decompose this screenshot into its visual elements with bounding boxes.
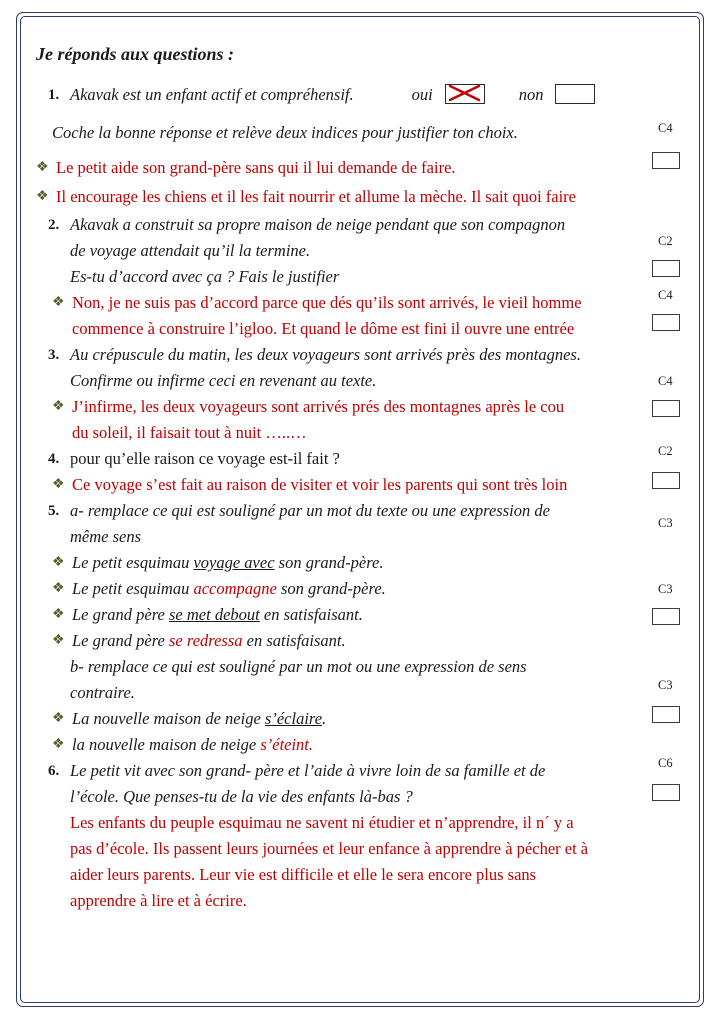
answer-line-q4-1 bbox=[36, 472, 680, 498]
oui-label: oui bbox=[411, 85, 433, 104]
answer-text: Il encourage les chiens et il les fait nourrir et allume la mèche. Il sait quoi faire bbox=[56, 187, 576, 206]
item-text: Le petit esquimau bbox=[72, 553, 194, 572]
answer-line-q2-2: commence à construire l’igloo. Et quand le dôme est fini il ouvre une entrée bbox=[72, 319, 575, 338]
question-5-line-b1: b- remplace ce qui est souligné par un mot ou une expression de sens bbox=[70, 657, 527, 676]
competency-label-c4-2: C4 bbox=[658, 288, 673, 302]
answer-text: Non, je ne suis pas d’accord parce que dés qu’ils sont arrivés, le vieil homme bbox=[72, 293, 582, 312]
question-1-number: 1. bbox=[48, 87, 60, 103]
question-text: a- remplace ce qui est souligné par un mot du texte ou une expression de bbox=[70, 501, 550, 520]
diamond-bullet-icon: ❖ bbox=[52, 607, 65, 622]
question-3-number: 3. bbox=[48, 347, 60, 363]
diamond-bullet-icon: ❖ bbox=[36, 189, 49, 204]
question-1-text: Akavak est un enfant actif et compréhensif. bbox=[70, 85, 354, 104]
item-text: son grand-père. bbox=[274, 553, 384, 572]
competency-label-c4-1: C4 bbox=[658, 121, 673, 135]
answer-line-q2-1 bbox=[36, 290, 680, 316]
competency-label-c3-1: C3 bbox=[658, 516, 673, 530]
answer-line-q1-1 bbox=[36, 155, 680, 181]
page-title: Je réponds aux questions : bbox=[36, 44, 235, 64]
exercise-item-3 bbox=[36, 602, 680, 628]
diamond-bullet-icon: ❖ bbox=[52, 711, 65, 726]
exercise-item-4 bbox=[36, 628, 680, 654]
answer-line-q6-1: Les enfants du peuple esquimau ne savent ni étudier et n’apprendre, il n´ y a bbox=[70, 813, 574, 832]
exercise-item-1 bbox=[36, 550, 680, 576]
answer-checkbox-2[interactable] bbox=[652, 260, 680, 277]
question-4-line bbox=[36, 446, 680, 472]
answer-text: Ce voyage s’est fait au raison de visiter et voir les parents qui sont très loin bbox=[72, 475, 568, 494]
answer-checkbox-5[interactable] bbox=[652, 472, 680, 489]
answer-text: J’infirme, les deux voyageurs sont arrivés prés des montagnes après le cou bbox=[72, 397, 565, 416]
oui-checkbox[interactable] bbox=[445, 84, 485, 104]
answer-line-q6-3: aider leurs parents. Leur vie est difficile et elle le sera encore plus sans bbox=[70, 865, 537, 884]
question-5-line-a1 bbox=[36, 498, 680, 524]
question-text: Akavak a construit sa propre maison de neige pendant que son compagnon bbox=[70, 215, 566, 234]
underlined-phrase: se met debout bbox=[169, 605, 260, 624]
item-text: en satisfaisant. bbox=[242, 631, 346, 650]
diamond-bullet-icon: ❖ bbox=[52, 581, 65, 596]
answer-line-q6-4: apprendre à lire et à écrire. bbox=[70, 891, 247, 910]
question-5-number: 5. bbox=[48, 503, 60, 519]
question-4-number: 4. bbox=[48, 451, 60, 467]
non-label: non bbox=[518, 85, 544, 104]
replacement-word: se redressa bbox=[169, 631, 243, 650]
answer-checkbox-3[interactable] bbox=[652, 314, 680, 331]
competency-label-c6-1: C6 bbox=[658, 756, 673, 770]
question-2-line-3: Es-tu d’accord avec ça ? Fais le justifier bbox=[70, 267, 340, 286]
exercise-item-2 bbox=[36, 576, 680, 602]
underlined-phrase: s’éclaire bbox=[264, 709, 323, 728]
answer-text: Le petit aide son grand-père sans qui il lui demande de faire. bbox=[56, 158, 456, 177]
diamond-bullet-icon: ❖ bbox=[52, 555, 65, 570]
competency-label-c2-2: C2 bbox=[658, 444, 673, 458]
exercise-item-5 bbox=[36, 706, 680, 732]
item-text: en satisfaisant. bbox=[259, 605, 363, 624]
item-text: Le grand père bbox=[72, 605, 170, 624]
question-1-line bbox=[36, 82, 680, 108]
question-2-line-2: de voyage attendait qu’il la termine. bbox=[70, 241, 311, 260]
question-5-line-b2: contraire. bbox=[70, 683, 135, 702]
competency-label-c3-2: C3 bbox=[658, 582, 673, 596]
answer-line-q3-1 bbox=[36, 394, 680, 420]
non-checkbox[interactable] bbox=[555, 84, 595, 104]
item-text: la nouvelle maison de neige bbox=[72, 735, 261, 754]
answer-checkbox-1[interactable] bbox=[652, 152, 680, 169]
competency-label-c2-1: C2 bbox=[658, 234, 673, 248]
question-2-number: 2. bbox=[48, 217, 60, 233]
item-text: La nouvelle maison de neige bbox=[72, 709, 265, 728]
question-5-line-a2: même sens bbox=[70, 527, 142, 546]
diamond-bullet-icon: ❖ bbox=[52, 737, 65, 752]
underlined-phrase: voyage avec bbox=[193, 553, 275, 572]
answer-checkbox-7[interactable] bbox=[652, 706, 680, 723]
answer-checkbox-6[interactable] bbox=[652, 608, 680, 625]
diamond-bullet-icon: ❖ bbox=[52, 633, 65, 648]
item-text: son grand-père. bbox=[276, 579, 386, 598]
worksheet-content bbox=[36, 40, 680, 914]
question-6-line-2: l’école. Que penses-tu de la vie des enfants là-bas ? bbox=[70, 787, 413, 806]
red-x-mark bbox=[445, 84, 483, 102]
answer-line-q6-2: pas d’école. Ils passent leurs journées et leur enfance à apprendre à pécher et à bbox=[70, 839, 589, 858]
question-text: Au crépuscule du matin, les deux voyageurs sont arrivés près des montagnes. bbox=[70, 345, 581, 364]
question-3-line-2: Confirme ou infirme ceci en revenant au texte. bbox=[70, 371, 377, 390]
replacement-word: s’éteint. bbox=[260, 735, 314, 754]
question-1-instruction: Coche la bonne réponse et relève deux indices pour justifier ton choix. bbox=[52, 123, 518, 142]
question-6-line-1 bbox=[36, 758, 680, 784]
answer-line-q1-2 bbox=[36, 184, 680, 210]
diamond-bullet-icon: ❖ bbox=[52, 399, 65, 414]
answer-line-q3-2: du soleil, il faisait tout à nuit …..… bbox=[72, 423, 307, 442]
answer-checkbox-8[interactable] bbox=[652, 784, 680, 801]
question-text: Le petit vit avec son grand- père et l’aide à vivre loin de sa famille et de bbox=[70, 761, 546, 780]
competency-label-c3-3: C3 bbox=[658, 678, 673, 692]
question-3-line-1 bbox=[36, 342, 680, 368]
question-2-line-1 bbox=[36, 212, 680, 238]
item-text: Le petit esquimau bbox=[72, 579, 194, 598]
exercise-item-6 bbox=[36, 732, 680, 758]
item-text: Le grand père bbox=[72, 631, 170, 650]
competency-label-c4-3: C4 bbox=[658, 374, 673, 388]
diamond-bullet-icon: ❖ bbox=[52, 295, 65, 310]
item-text: . bbox=[322, 709, 327, 728]
answer-checkbox-4[interactable] bbox=[652, 400, 680, 417]
diamond-bullet-icon: ❖ bbox=[52, 477, 65, 492]
question-6-number: 6. bbox=[48, 763, 60, 779]
question-text: pour qu’elle raison ce voyage est-il fait ? bbox=[70, 449, 340, 468]
diamond-bullet-icon: ❖ bbox=[36, 160, 49, 175]
replacement-word: accompagne bbox=[193, 579, 277, 598]
